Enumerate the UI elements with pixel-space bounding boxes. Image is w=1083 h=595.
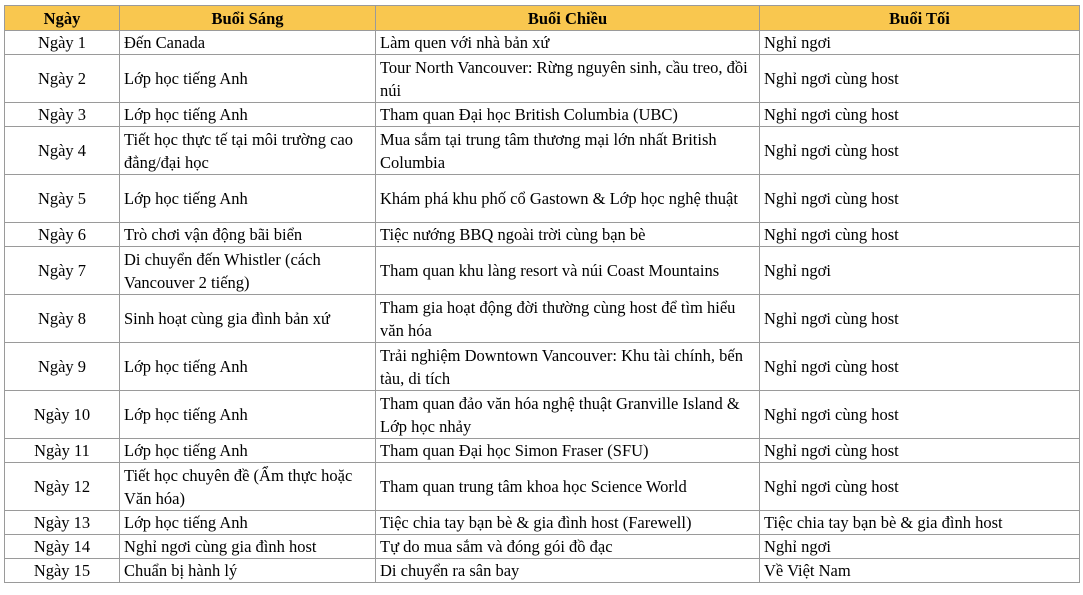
- evening-cell: Nghỉ ngơi cùng host: [760, 295, 1080, 343]
- morning-cell: Lớp học tiếng Anh: [120, 511, 376, 535]
- table-row: [5, 439, 1080, 463]
- day-cell: Ngày 15: [5, 559, 120, 583]
- afternoon-cell: Tự do mua sắm và đóng gói đồ đạc: [376, 535, 760, 559]
- afternoon-cell: Tham quan đảo văn hóa nghệ thuật Granville Island & Lớp học nhảy: [376, 391, 760, 439]
- evening-cell: Nghỉ ngơi cùng host: [760, 463, 1080, 511]
- table-row: [5, 223, 1080, 247]
- afternoon-cell: Tiệc chia tay bạn bè & gia đình host (Farewell): [376, 511, 760, 535]
- morning-cell: Lớp học tiếng Anh: [120, 343, 376, 391]
- evening-cell: Nghỉ ngơi cùng host: [760, 103, 1080, 127]
- afternoon-cell: Tham quan Đại học Simon Fraser (SFU): [376, 439, 760, 463]
- evening-cell: Về Việt Nam: [760, 559, 1080, 583]
- table-row: [5, 127, 1080, 175]
- table-row: [5, 103, 1080, 127]
- evening-cell: Tiệc chia tay bạn bè & gia đình host: [760, 511, 1080, 535]
- header-afternoon: Buổi Chiều: [376, 6, 760, 31]
- evening-cell: Nghỉ ngơi: [760, 31, 1080, 55]
- afternoon-cell: Tham quan trung tâm khoa học Science World: [376, 463, 760, 511]
- morning-cell: Trò chơi vận động bãi biển: [120, 223, 376, 247]
- evening-cell: Nghỉ ngơi: [760, 535, 1080, 559]
- day-cell: Ngày 14: [5, 535, 120, 559]
- afternoon-cell: Trải nghiệm Downtown Vancouver: Khu tài chính, bến tàu, di tích: [376, 343, 760, 391]
- evening-cell: Nghỉ ngơi: [760, 247, 1080, 295]
- evening-cell: Nghỉ ngơi cùng host: [760, 127, 1080, 175]
- day-cell: Ngày 3: [5, 103, 120, 127]
- afternoon-cell: Di chuyển ra sân bay: [376, 559, 760, 583]
- afternoon-cell: Mua sắm tại trung tâm thương mại lớn nhất British Columbia: [376, 127, 760, 175]
- morning-cell: Đến Canada: [120, 31, 376, 55]
- day-cell: Ngày 11: [5, 439, 120, 463]
- day-cell: Ngày 2: [5, 55, 120, 103]
- morning-cell: Lớp học tiếng Anh: [120, 175, 376, 223]
- header-row: [5, 6, 1080, 31]
- day-cell: Ngày 6: [5, 223, 120, 247]
- morning-cell: Chuẩn bị hành lý: [120, 559, 376, 583]
- header-day: Ngày: [5, 6, 120, 31]
- table-row: [5, 463, 1080, 511]
- evening-cell: Nghỉ ngơi cùng host: [760, 391, 1080, 439]
- table-row: [5, 247, 1080, 295]
- morning-cell: Tiết học chuyên đề (Ẩm thực hoặc Văn hóa): [120, 463, 376, 511]
- table-row: [5, 559, 1080, 583]
- header-evening: Buổi Tối: [760, 6, 1080, 31]
- morning-cell: Sinh hoạt cùng gia đình bản xứ: [120, 295, 376, 343]
- table-row: [5, 391, 1080, 439]
- evening-cell: Nghỉ ngơi cùng host: [760, 175, 1080, 223]
- table-row: [5, 31, 1080, 55]
- day-cell: Ngày 5: [5, 175, 120, 223]
- morning-cell: Lớp học tiếng Anh: [120, 103, 376, 127]
- table-row: [5, 343, 1080, 391]
- table-row: [5, 295, 1080, 343]
- afternoon-cell: Tham gia hoạt động đời thường cùng host để tìm hiểu văn hóa: [376, 295, 760, 343]
- morning-cell: Di chuyển đến Whistler (cách Vancouver 2 tiếng): [120, 247, 376, 295]
- afternoon-cell: Khám phá khu phố cổ Gastown & Lớp học nghệ thuật: [376, 175, 760, 223]
- itinerary-table: [4, 5, 1080, 583]
- header-morning: Buổi Sáng: [120, 6, 376, 31]
- morning-cell: Tiết học thực tế tại môi trường cao đẳng/đại học: [120, 127, 376, 175]
- evening-cell: Nghỉ ngơi cùng host: [760, 343, 1080, 391]
- evening-cell: Nghỉ ngơi cùng host: [760, 223, 1080, 247]
- afternoon-cell: Tiệc nướng BBQ ngoài trời cùng bạn bè: [376, 223, 760, 247]
- day-cell: Ngày 7: [5, 247, 120, 295]
- morning-cell: Nghỉ ngơi cùng gia đình host: [120, 535, 376, 559]
- afternoon-cell: Tham quan khu làng resort và núi Coast Mountains: [376, 247, 760, 295]
- morning-cell: Lớp học tiếng Anh: [120, 55, 376, 103]
- evening-cell: Nghỉ ngơi cùng host: [760, 439, 1080, 463]
- day-cell: Ngày 8: [5, 295, 120, 343]
- table-row: [5, 55, 1080, 103]
- table-row: [5, 511, 1080, 535]
- day-cell: Ngày 4: [5, 127, 120, 175]
- table-row: [5, 175, 1080, 223]
- morning-cell: Lớp học tiếng Anh: [120, 391, 376, 439]
- day-cell: Ngày 9: [5, 343, 120, 391]
- day-cell: Ngày 1: [5, 31, 120, 55]
- day-cell: Ngày 10: [5, 391, 120, 439]
- afternoon-cell: Tham quan Đại học British Columbia (UBC): [376, 103, 760, 127]
- table-row: [5, 535, 1080, 559]
- afternoon-cell: Tour North Vancouver: Rừng nguyên sinh, cầu treo, đồi núi: [376, 55, 760, 103]
- day-cell: Ngày 12: [5, 463, 120, 511]
- morning-cell: Lớp học tiếng Anh: [120, 439, 376, 463]
- evening-cell: Nghỉ ngơi cùng host: [760, 55, 1080, 103]
- afternoon-cell: Làm quen với nhà bản xứ: [376, 31, 760, 55]
- day-cell: Ngày 13: [5, 511, 120, 535]
